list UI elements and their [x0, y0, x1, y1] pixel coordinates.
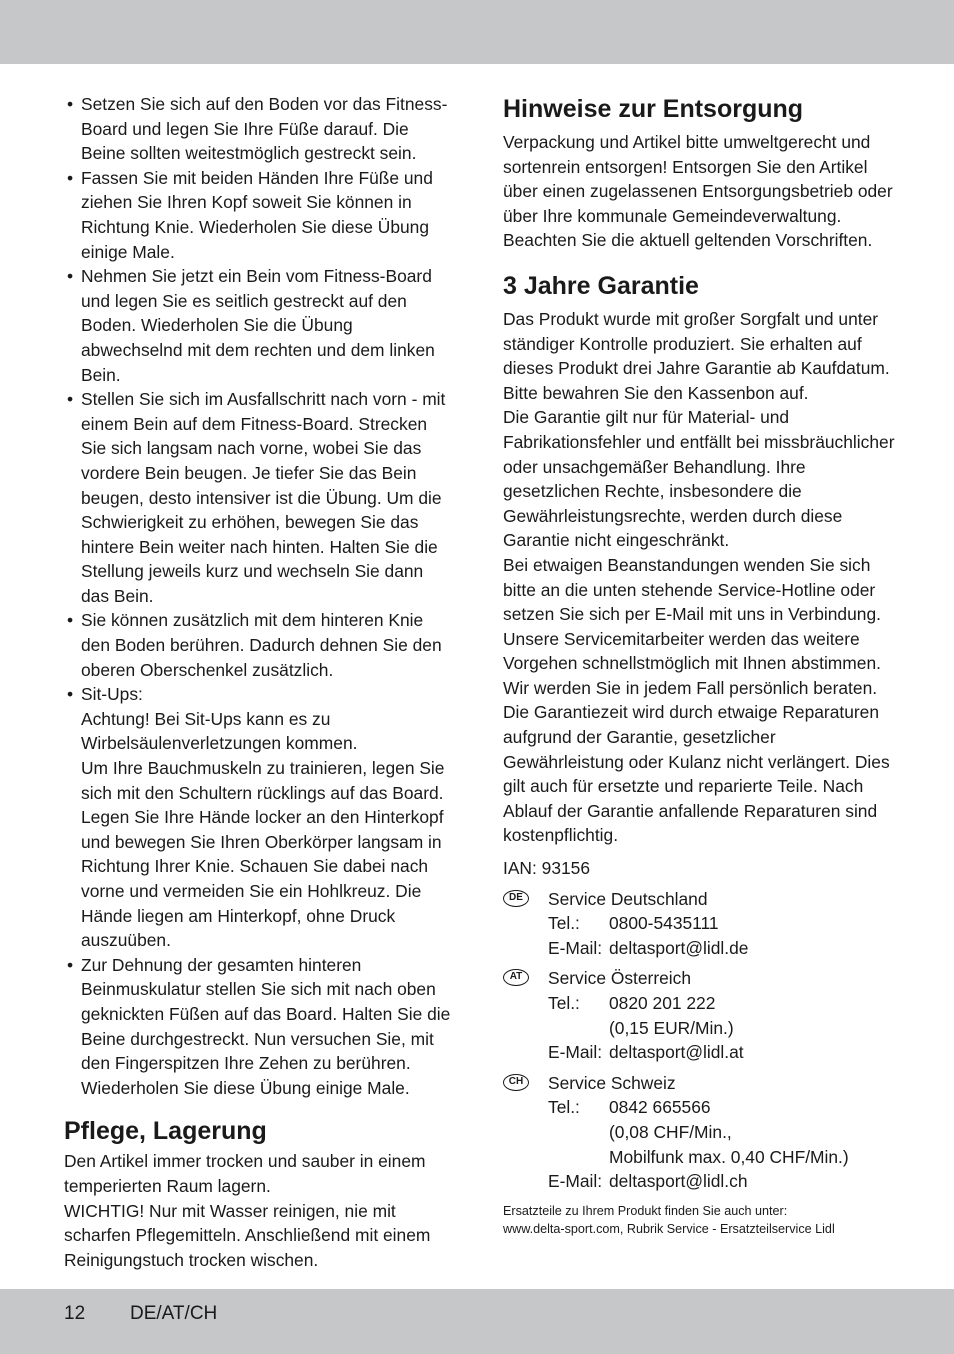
list-item: • Sie können zusätzlich mit dem hinteren Knie den Boden berühren. Dadurch dehnen Sie den oberen Oberschenkel zusätzlich. [64, 608, 456, 682]
care-paragraph: Den Artikel immer trocken und sauber in einem temperierten Raum lagern. [64, 1151, 426, 1196]
list-item: • Setzen Sie sich auf den Boden vor das Fitness-Board und legen Sie Ihre Füße darauf. Die Beine sollten weitestmöglich gestreckt sein. [64, 92, 456, 166]
warranty-paragraph: Das Produkt wurde mit großer Sorgfalt und unter ständiger Kontrolle produziert. Sie erhalten auf dieses Produkt drei Jahre Garantie ab Kaufdatum. Bitte bewahren Sie den Kassenbon auf. [503, 308, 890, 403]
left-column [64, 92, 456, 1272]
page-number: 12 [64, 1303, 86, 1324]
spare-parts-line: Ersatzteile zu Ihrem Produkt finden Sie auch unter: [503, 1203, 788, 1218]
list-item: • Fassen Sie mit beiden Händen Ihre Füße und ziehen Sie Ihren Kopf soweit Sie können in Richtung Knie. Wiederholen Sie diese Übung einige Male. [64, 166, 456, 264]
email-address: deltasport@lidl.ch [609, 1171, 748, 1192]
tel-label: Tel.: [548, 993, 580, 1013]
service-name: Service Deutschland [548, 888, 708, 909]
list-item: • Nehmen Sie jetzt ein Bein vom Fitness-Board und legen Sie es seitlich gestreckt auf den Boden. Wiederholen Sie die Übung abwechselnd mit dem rechten und dem linken Bein. [64, 264, 456, 387]
email-address: deltasport@lidl.at [609, 1042, 744, 1063]
disposal-heading: Hinweise zur Entsorgung [503, 95, 804, 123]
tel-number: 0842 665566 [609, 1097, 711, 1118]
country-badge-at: AT [503, 969, 529, 986]
tel-rate-mobile: Mobilfunk max. 0,40 CHF/Min.) [609, 1146, 849, 1167]
service-ch [503, 1071, 895, 1194]
care-paragraph: WICHTIG! Nur mit Wasser reinigen, nie mit scharfen Pflegemitteln. Anschließend mit einem Reinigungstuch trocken wischen. [64, 1200, 431, 1270]
country-badge-de: DE [503, 890, 529, 907]
country-badge-ch: CH [503, 1074, 529, 1091]
tel-label: Tel.: [548, 913, 580, 934]
spare-parts-url: www.delta-sport.com, Rubrik Service - Ersatzteilservice Lidl [503, 1222, 835, 1237]
header-band [0, 0, 954, 64]
tel-number: 0820 201 222 [609, 993, 716, 1013]
tel-rate: (0,08 CHF/Min., [609, 1121, 732, 1142]
email-label: E-Mail: [548, 937, 603, 958]
region-label: DE/AT/CH [130, 1303, 218, 1324]
email-address: deltasport@lidl.de [609, 937, 749, 958]
tel-label: Tel.: [548, 1097, 580, 1118]
service-name: Service Schweiz [548, 1072, 676, 1093]
list-item-situps [64, 682, 456, 953]
tel-rate: (0,15 EUR/Min.) [609, 1017, 734, 1038]
email-label: E-Mail: [548, 1171, 603, 1192]
situps-label: • Sit-Ups: [81, 684, 143, 705]
disposal-paragraph: Verpackung und Artikel bitte umweltgerecht und sortenrein entsorgen! Entsorgen Sie den Artikel über einen zugelassenen Entsorgungsbetrieb oder über Ihre kommunale Gemeindeverwaltung. Beachten Sie die aktuell geltenden Vorschriften. [503, 132, 893, 251]
ian-number: IAN: 93156 [503, 858, 591, 879]
email-label: E-Mail: [548, 1042, 603, 1063]
service-name: Service Österreich [548, 968, 692, 989]
tel-number: 0800-5435111 [609, 913, 719, 934]
situps-warning: Achtung! Bei Sit-Ups kann es zu Wirbelsäulenverletzungen kommen. [81, 708, 358, 754]
warranty-heading: 3 Jahre Garantie [503, 271, 699, 300]
situps-text: Um Ihre Bauchmuskeln zu trainieren, legen Sie sich mit den Schultern rücklings auf das Board. Legen Sie Ihre Hände locker an den Hinterkopf und bewegen Sie Ihren Oberkörper langsam in Richtung Ihrer Knie. Schauen Sie dabei nach vorne und vermeiden Sie ein Hohlkreuz. Die Hände liegen am Hinterkopf, ohne Druck auszuüben. [81, 758, 445, 951]
exercise-list [64, 92, 456, 1100]
warranty-paragraph: Bei etwaigen Beanstandungen wenden Sie sich bitte an die unten stehende Service-Hotline oder setzen Sie sich per E-Mail mit uns in Verbindung. Unsere Servicemitarbeiter werden das weitere Vorgehen schnellstmöglich mit Ihnen abstimmen. Wir werden Sie in jedem Fall persönlich beraten. Die Garantiezeit wird durch etwaige Reparaturen aufgrund der Garantie, gesetzlicher Gewährleistung oder Kulanz nicht verlängert. Dies gilt auch für ersetzte und reparierte Teile. Nach Ablauf der Garantie anfallende Reparaturen sind kostenpflichtig. [503, 554, 890, 846]
service-at [503, 966, 895, 1064]
right-column [503, 92, 895, 1239]
care-heading: Pflege, Lagerung [64, 1117, 267, 1146]
warranty-paragraph: Die Garantie gilt nur für Material- und Fabrikationsfehler und entfällt bei missbräuchlicher oder unsachgemäßer Behandlung. Ihre gesetzlichen Rechte, insbesondere die Gewährleistungsrechte, werden durch diese Garantie nicht eingeschränkt. [503, 407, 895, 551]
spare-parts-note [503, 1202, 895, 1239]
list-item: • Zur Dehnung der gesamten hinteren Beinmuskulatur stellen Sie sich mit nach oben geknickten Füßen auf das Board. Halten Sie die Beine durchgestreckt. Nun versuchen Sie, mit den Fingerspitzen Ihre Zehen zu berühren. Wiederholen Sie diese Übung einige Male. [64, 953, 456, 1101]
service-de [503, 887, 895, 961]
list-item: • Stellen Sie sich im Ausfallschritt nach vorn - mit einem Bein auf dem Fitness-Board. Strecken Sie sich langsam nach vorne, wobei Sie das vordere Bein beugen. Je tiefer Sie das Bein beugen, desto intensiver ist die Übung. Um die Schwierigkeit zu erhöhen, bewegen Sie das hintere Bein weiter nach hinten. Halten Sie die Stellung jeweils kurz und wechseln Sie dann das Bein. [64, 387, 456, 608]
